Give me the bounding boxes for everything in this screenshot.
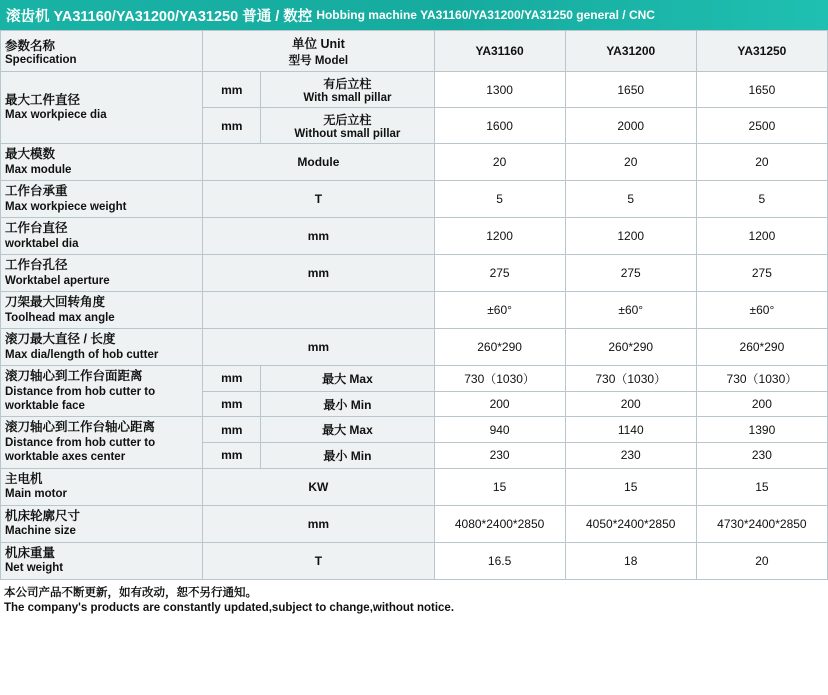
unit-cell: mm xyxy=(203,443,261,469)
unit-cell: mm xyxy=(203,391,261,417)
unit-cell: mm xyxy=(203,108,261,144)
row-label-worktable-aperture: 工作台孔径 Worktabel aperture xyxy=(1,255,203,292)
condition-cell: 最小 Min xyxy=(261,443,434,469)
specification-table xyxy=(0,30,828,580)
value-cell: 200 xyxy=(565,391,696,417)
value-cell: 1200 xyxy=(696,218,827,255)
header-specification xyxy=(1,31,203,72)
value-cell: 230 xyxy=(434,443,565,469)
row-label-max-module: 最大模数 Max module xyxy=(1,144,203,181)
unit-cell: mm xyxy=(203,329,434,366)
unit-cell: mm xyxy=(203,255,434,292)
row-label-max-workpiece-dia: 最大工件直径 Max workpiece dia xyxy=(1,72,203,144)
value-cell: 230 xyxy=(696,443,827,469)
value-cell: 4080*2400*2850 xyxy=(434,505,565,542)
page-banner xyxy=(0,0,828,30)
value-cell: 260*290 xyxy=(696,329,827,366)
header-unit: 单位 Unit xyxy=(291,37,345,51)
table-row xyxy=(1,255,828,292)
value-cell: 2500 xyxy=(696,108,827,144)
unit-cell: T xyxy=(203,181,434,218)
value-cell: ±60° xyxy=(696,292,827,329)
value-cell: 1600 xyxy=(434,108,565,144)
header-model-3: YA31250 xyxy=(696,31,827,72)
value-cell: 1650 xyxy=(696,72,827,108)
row-label-hob-to-worktable-face: 滚刀轴心到工作台面距离 Distance from hob cutter to worktable face xyxy=(1,366,203,417)
banner-title-cn: 滚齿机 YA31160/YA31200/YA31250 普通 / 数控 xyxy=(6,8,313,25)
header-specification-cn: 参数名称 xyxy=(5,39,56,53)
row-label-net-weight: 机床重量 Net weight xyxy=(1,542,203,579)
table-row xyxy=(1,505,828,542)
unit-cell: mm xyxy=(203,218,434,255)
row-label-main-motor: 主电机 Main motor xyxy=(1,468,203,505)
table-row xyxy=(1,329,828,366)
value-cell: 730（1030） xyxy=(434,366,565,392)
value-cell: 16.5 xyxy=(434,542,565,579)
value-cell: 18 xyxy=(565,542,696,579)
row-label-machine-size: 机床轮廓尺寸 Machine size xyxy=(1,505,203,542)
value-cell: 260*290 xyxy=(434,329,565,366)
header-model-2: YA31200 xyxy=(565,31,696,72)
value-cell: 20 xyxy=(434,144,565,181)
unit-cell: mm xyxy=(203,366,261,392)
value-cell: 5 xyxy=(434,181,565,218)
row-label-worktable-dia: 工作台直径 worktabel dia xyxy=(1,218,203,255)
value-cell: 730（1030） xyxy=(696,366,827,392)
value-cell: 1390 xyxy=(696,417,827,443)
unit-cell: KW xyxy=(203,468,434,505)
table-row xyxy=(1,366,828,392)
value-cell: 940 xyxy=(434,417,565,443)
value-cell: 230 xyxy=(565,443,696,469)
value-cell: 5 xyxy=(696,181,827,218)
table-row xyxy=(1,417,828,443)
value-cell: 4730*2400*2850 xyxy=(696,505,827,542)
header-unit-model xyxy=(203,31,434,72)
value-cell: 1140 xyxy=(565,417,696,443)
table-row xyxy=(1,144,828,181)
table-header-row xyxy=(1,31,828,72)
table-row xyxy=(1,181,828,218)
row-label-toolhead-max-angle: 刀架最大回转角度 Toolhead max angle xyxy=(1,292,203,329)
table-row xyxy=(1,72,828,108)
row-label-max-workpiece-weight: 工作台承重 Max workpiece weight xyxy=(1,181,203,218)
value-cell: 5 xyxy=(565,181,696,218)
value-cell: 15 xyxy=(434,468,565,505)
table-row xyxy=(1,468,828,505)
value-cell: 1200 xyxy=(565,218,696,255)
value-cell: 200 xyxy=(696,391,827,417)
condition-cell: 最小 Min xyxy=(261,391,434,417)
table-row xyxy=(1,218,828,255)
value-cell: 730（1030） xyxy=(565,366,696,392)
footer-note xyxy=(0,580,828,617)
value-cell: 15 xyxy=(696,468,827,505)
value-cell: 20 xyxy=(696,144,827,181)
condition-cell: 最大 Max xyxy=(261,366,434,392)
footer-note-en: The company's products are constantly updated,subject to change,without notice. xyxy=(4,602,455,615)
value-cell: 15 xyxy=(565,468,696,505)
header-model: 型号 Model xyxy=(288,55,349,67)
row-label-hob-cutter-dia-length: 滚刀最大直径 / 长度 Max dia/length of hob cutter xyxy=(1,329,203,366)
unit-cell xyxy=(203,292,434,329)
value-cell: 1200 xyxy=(434,218,565,255)
table-row xyxy=(1,542,828,579)
banner-title-en: Hobbing machine YA31160/YA31200/YA31250 general / CNC xyxy=(316,8,655,22)
value-cell: 2000 xyxy=(565,108,696,144)
value-cell: 1300 xyxy=(434,72,565,108)
condition-cell: 有后立柱 With small pillar xyxy=(261,72,434,108)
value-cell: 275 xyxy=(565,255,696,292)
unit-cell: mm xyxy=(203,505,434,542)
footer-note-cn: 本公司产品不断更新，如有改动，恕不另行通知。 xyxy=(4,586,257,599)
value-cell: 275 xyxy=(696,255,827,292)
value-cell: 275 xyxy=(434,255,565,292)
unit-cell: mm xyxy=(203,72,261,108)
value-cell: 20 xyxy=(565,144,696,181)
unit-cell: T xyxy=(203,542,434,579)
value-cell: 200 xyxy=(434,391,565,417)
condition-cell: 无后立柱 Without small pillar xyxy=(261,108,434,144)
value-cell: 260*290 xyxy=(565,329,696,366)
header-specification-en: Specification xyxy=(5,54,77,66)
table-row xyxy=(1,292,828,329)
value-cell: 4050*2400*2850 xyxy=(565,505,696,542)
value-cell: ±60° xyxy=(565,292,696,329)
header-model-1: YA31160 xyxy=(434,31,565,72)
value-cell: ±60° xyxy=(434,292,565,329)
unit-cell: Module xyxy=(203,144,434,181)
value-cell: 20 xyxy=(696,542,827,579)
row-label-hob-to-worktable-axes: 滚刀轴心到工作台轴心距离 Distance from hob cutter to worktable axes center xyxy=(1,417,203,468)
unit-cell: mm xyxy=(203,417,261,443)
value-cell: 1650 xyxy=(565,72,696,108)
condition-cell: 最大 Max xyxy=(261,417,434,443)
